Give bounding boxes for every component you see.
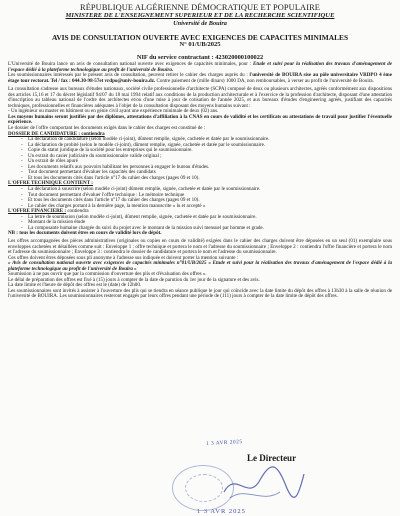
document-body bbox=[8, 62, 392, 300]
received-date-stamp: 1 3 AVR 2025 bbox=[205, 439, 243, 447]
list-item: - La déclaration à souscrire (selon modèle ci-joint) dûment remplie, signée, cachetée et datée par le soumissionnaire. bbox=[28, 187, 392, 193]
retrait-text: Les soumissionnaires intéressés par le présent avis de consultation, peuvent retirer le cahier des charges auprès du : bbox=[8, 72, 248, 79]
list-item: - Copie du statut juridique de la société pour les entreprises qui le soumissionnaire. bbox=[28, 148, 392, 154]
engineer-requirement: - Un ingénieur ou master en bâtiment ou en génie civil ayant une expérience minimale de deux (02) ans. bbox=[8, 108, 219, 115]
opening-paragraph: Les soumissionnaires sont invités à assister à l'ouverture des plis qui se tiendra en séance publique le jour qui coïncide avec la date limite du dépôt des offres à 13h30 à la salle de réunion de l'université de BOUIRA. Les soumissionnaires resteront engagés par leurs offres pendant une période de (111) jours à compter de la date limite de dépôt des offres. bbox=[8, 287, 392, 300]
republic-heading: RÉPUBLIQUE ALGÉRIENNE DÉMOCRATIQUE ET POPULAIRE bbox=[80, 3, 320, 12]
ministry-heading: MINISTERE DE L'ENSEIGNEMENT SUPERIEUR ET DE LA RECHERCHE SCIENTIFIQUE bbox=[65, 12, 335, 19]
avis-number: N° 01/UB/2025 bbox=[179, 41, 221, 48]
consultation-paragraph: La consultation s'adresse aux bureaux d'études nationaux, société civile professionnelle d'architecte (SCPA) composé de deux ou plusieurs architectes, agréés conformément aux dispositions des articles 15,16 et 17 du décret législatif 94/07 du 18 mai 1994 relatif aux conditions de la production architecturale et à l'exercice de la profession d'architecte, disposant d'une attestation d'inscription au tableau national de l'ordre des architectes et/ou d'une mise à jour de cotisation de l'année 2025, et aux bureaux d'études d'engineering agréés, justifiant des capacités techniques, professionnelles et financières adéquates à l'objet de la consultation disposant des moyens humains suivant : bbox=[8, 86, 392, 109]
retrait-address: l'université de BOUIRA sise au pôle universitaire VRDPO 4 ème étage tour rectorat. Tel / fax : 044.30-98-57et vrdpo@univ-bouira.dz. bbox=[8, 72, 392, 84]
list-item: - Et tous les documents cités dans l'article n°17 du cahier des charges (pages 09 et 10). bbox=[28, 198, 392, 204]
list-item: - Les documents relatifs aux pouvoirs habilitant les personnes à engager le bureau d'études. bbox=[28, 165, 392, 171]
list-item: - Montant de la mission étude bbox=[28, 220, 392, 226]
intro-text: L'Université de Bouira lance un avis de consultation national ouverte avec exigences de capacités minimales, pour : bbox=[8, 61, 252, 67]
list-item: - Et tous les documents cités dans l'article n°17 du cahier des charges (pages 09 et 10). bbox=[28, 176, 392, 182]
nif-line: NIF du service contractant : 423020000100022 bbox=[136, 54, 264, 61]
list-item: - Tout document permettant d'évaluer l'offre technique : Le mémoire technique bbox=[28, 193, 392, 199]
list-item: - Un extrait du casier judiciaire du soumissionnaire valide original ; bbox=[28, 154, 392, 160]
offers-paragraph: Les offres accompagnées des pièces administratives (originales ou copies en cours de validité) exigées dans le cahier des charges doivent être déposées en un seul (01) exemplaire sous enveloppes cachetées et détaillées comme suit : Enveloppe 1 : offre technique et portera le nom et l'adresse du soumissionnaire ; Enveloppe 2 : contiendra l'offre financière et portera le nom et l'adresse du soumissionnaire ; Enveloppe 3 : contiendra le dossier de candidature et portera le nom et l'adresse du soumissionnaire. bbox=[8, 237, 392, 256]
deposit-notice: Soumission à ne pas ouvrir que par la commission d'ouverture des plis et d'évaluation des offres ». bbox=[8, 271, 207, 278]
list-item: - Tout document permettant d'évaluer les capacités des candidats bbox=[28, 170, 392, 176]
nb-note: NB : tous les documents doivent êtres en cours de validité lors de dépôt. bbox=[8, 230, 162, 237]
financiere-title: L'OFFRE FINANCIERE : bbox=[8, 208, 67, 215]
deposit-mention: « Avis de consultation national ouverte avec exigences de capacités minimales n°01/UB/2025 « Etude et suivi pour la réalisation des travaux d'aménagement de l'espace dédié à la plateforme technologique au profit de l'université de Bouira » bbox=[8, 260, 392, 272]
technique-list bbox=[8, 187, 392, 209]
deposit-paragraph: Ces offres doivent êtres déposées sous pli anonyme à l'adresse sus indiquée et doivent porter la mention suivante : bbox=[8, 254, 239, 261]
list-item: - Un extrait de rôles apuré bbox=[28, 159, 392, 165]
retrait-price: Contre paiement de (mille dinars) 1000 DA, non remboursables, à verser au profit de l'université de Bouira. bbox=[156, 77, 374, 84]
list-item: - Le cahier des charges portant à la dernière page, la mention manuscrite « lu et accepté » bbox=[28, 204, 392, 210]
list-item: - La déclaration de candidature (selon modèle ci-joint), dûment remplie, signée, cachetée et datée par le soumissionnaire. bbox=[28, 137, 392, 143]
technique-title: L'OFFRE TECHNIQUE CONTIENT : bbox=[8, 180, 93, 187]
intro-object: Etude et suivi pour la réalisation des travaux d'aménagement de l'espace dédié à la plateforme technologique au profit de l'université de Bouira. bbox=[8, 61, 392, 73]
retrait-paragraph bbox=[8, 73, 392, 84]
dossier-intro: Le dossier de l'offre comportant les documents exigés dans le cahier des charges est constitué de : bbox=[8, 125, 206, 132]
avis-title: AVIS DE CONSULTATION OUVERTE AVEC EXIGENCES DE CAPACITES MINIMALES bbox=[51, 33, 349, 42]
dossier-title: DOSSIER DE CANDIDATURE : contiendra bbox=[8, 130, 105, 137]
list-item: - La lettre de soumission (selon modèle ci-joint), dûment remplie, signée, cachetée et datée par le soumissionnaire. bbox=[28, 215, 392, 221]
list-item: - La déclaration de probité (selon le modèle ci-joint), dûment remplie, signée, cachetée et datée par le soumissionnaire. bbox=[28, 143, 392, 149]
means-justification: Les moyens humains seront justifiés par des diplômes, attestations d'affiliation à la CNAS en cours de validité et les certificats ou attestations de travail pour justifier l'éventuelle expérience. bbox=[8, 113, 392, 126]
list-item: - La composante humaine chargée du suivi du projet avec le montant de la mission suivi mensuel par homme et grade. bbox=[28, 226, 392, 232]
financiere-list bbox=[8, 215, 392, 232]
dossier-list bbox=[8, 137, 392, 181]
delay-paragraph: Le délai de préparation des offres est fixé à (15) jours à compter de la date de parution du 1er jour de la signature et des avis. bbox=[8, 276, 260, 283]
date-stamp: 1 3 AVR 2025 bbox=[197, 508, 246, 515]
university-heading: Université de Bouira bbox=[173, 20, 227, 27]
deadline-paragraph: La date limite et l'heure de dépôt des offres est le (date) de 12h00. bbox=[8, 282, 142, 289]
financiere-suffix: contiendra bbox=[67, 208, 89, 215]
director-label: Le Directeur bbox=[247, 453, 297, 463]
